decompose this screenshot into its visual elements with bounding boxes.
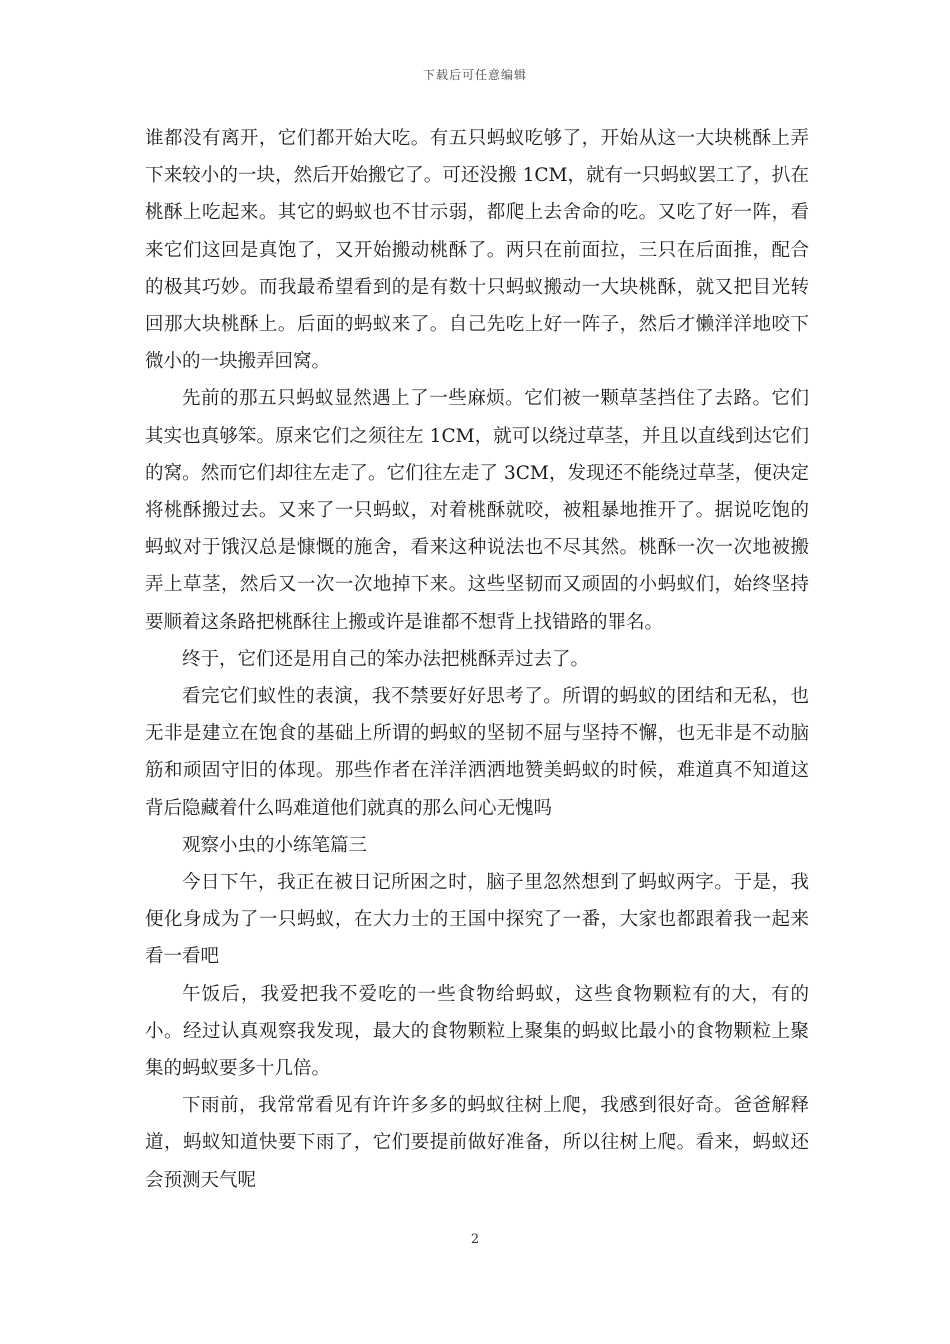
page-body bbox=[145, 120, 809, 1199]
paragraph: 下雨前，我常常看见有许许多多的蚂蚁往树上爬，我感到很好奇。爸爸解释道，蚂蚁知道快要下雨了，它们要提前做好准备，所以往树上爬。看来，蚂蚁还会预测天气呢 bbox=[145, 1095, 809, 1191]
paragraph: 看完它们蚁性的表演，我不禁要好好思考了。所谓的蚂蚁的团结和无私，也无非是建立在饱食的基础上所谓的蚂蚁的坚韧不屈与坚持不懈，也无非是不动脑筋和顽固守旧的体现。那些作者在洋洋洒洒地赞美蚂蚁的时候，难道真不知道这背后隐藏着什么吗难道他们就真的那么问心无愧吗 bbox=[145, 686, 809, 819]
page-number: 2 bbox=[470, 1232, 480, 1247]
paragraph: 先前的那五只蚂蚁显然遇上了一些麻烦。它们被一颗草茎挡住了去路。它们其实也真够笨。原来它们之须往左 1CM，就可以绕过草茎，并且以直线到达它们的窝。然而它们却往左走了。它们往左走了 3CM，发现还不能绕过草茎，便决定将桃酥搬过去。又来了一只蚂蚁，对着桃酥就咬，被粗暴地推开了。据说吃饱的蚂蚁对于饿汉总是慷慨的施舍，看来这种说法也不尽其然。桃酥一次一次地被搬弄上草茎，然后又一次一次地掉下来。这些坚韧而又顽固的小蚂蚁们，始终坚持要顺着这条路把桃酥往上搬或许是谁都不想背上找错路的罪名。 bbox=[145, 388, 809, 633]
page-header: 下载后可任意编辑 bbox=[422, 68, 527, 82]
section-heading: 观察小虫的小练笔篇三 bbox=[182, 834, 368, 856]
paragraph: 今日下午，我正在被日记所困之时，脑子里忽然想到了蚂蚁两字。于是，我便化身成为了一只蚂蚁，在大力士的王国中探究了一番，大家也都跟着我一起来看一看吧 bbox=[145, 872, 809, 968]
paragraph: 谁都没有离开，它们都开始大吃。有五只蚂蚁吃够了，开始从这一大块桃酥上弄下来较小的一块，然后开始搬它了。可还没搬 1CM，就有一只蚂蚁罢工了，扒在桃酥上吃起来。其它的蚂蚁也不甘示弱，都爬上去舍命的吃。又吃了好一阵，看来它们这回是真饱了，又开始搬动桃酥了。两只在前面拉，三只在后面推，配合的极其巧妙。而我最希望看到的是有数十只蚂蚁搬动一大块桃酥，就又把目光转回那大块桃酥上。后面的蚂蚁来了。自己先吃上好一阵子，然后才懒洋洋地咬下微小的一块搬弄回窝。 bbox=[145, 128, 809, 373]
paragraph: 终于，它们还是用自己的笨办法把桃酥弄过去了。 bbox=[182, 648, 590, 670]
paragraph: 午饭后，我爱把我不爱吃的一些食物给蚂蚁，这些食物颗粒有的大，有的小。经过认真观察我发现，最大的食物颗粒上聚集的蚂蚁比最小的食物颗粒上聚集的蚂蚁要多十几倍。 bbox=[145, 983, 809, 1080]
